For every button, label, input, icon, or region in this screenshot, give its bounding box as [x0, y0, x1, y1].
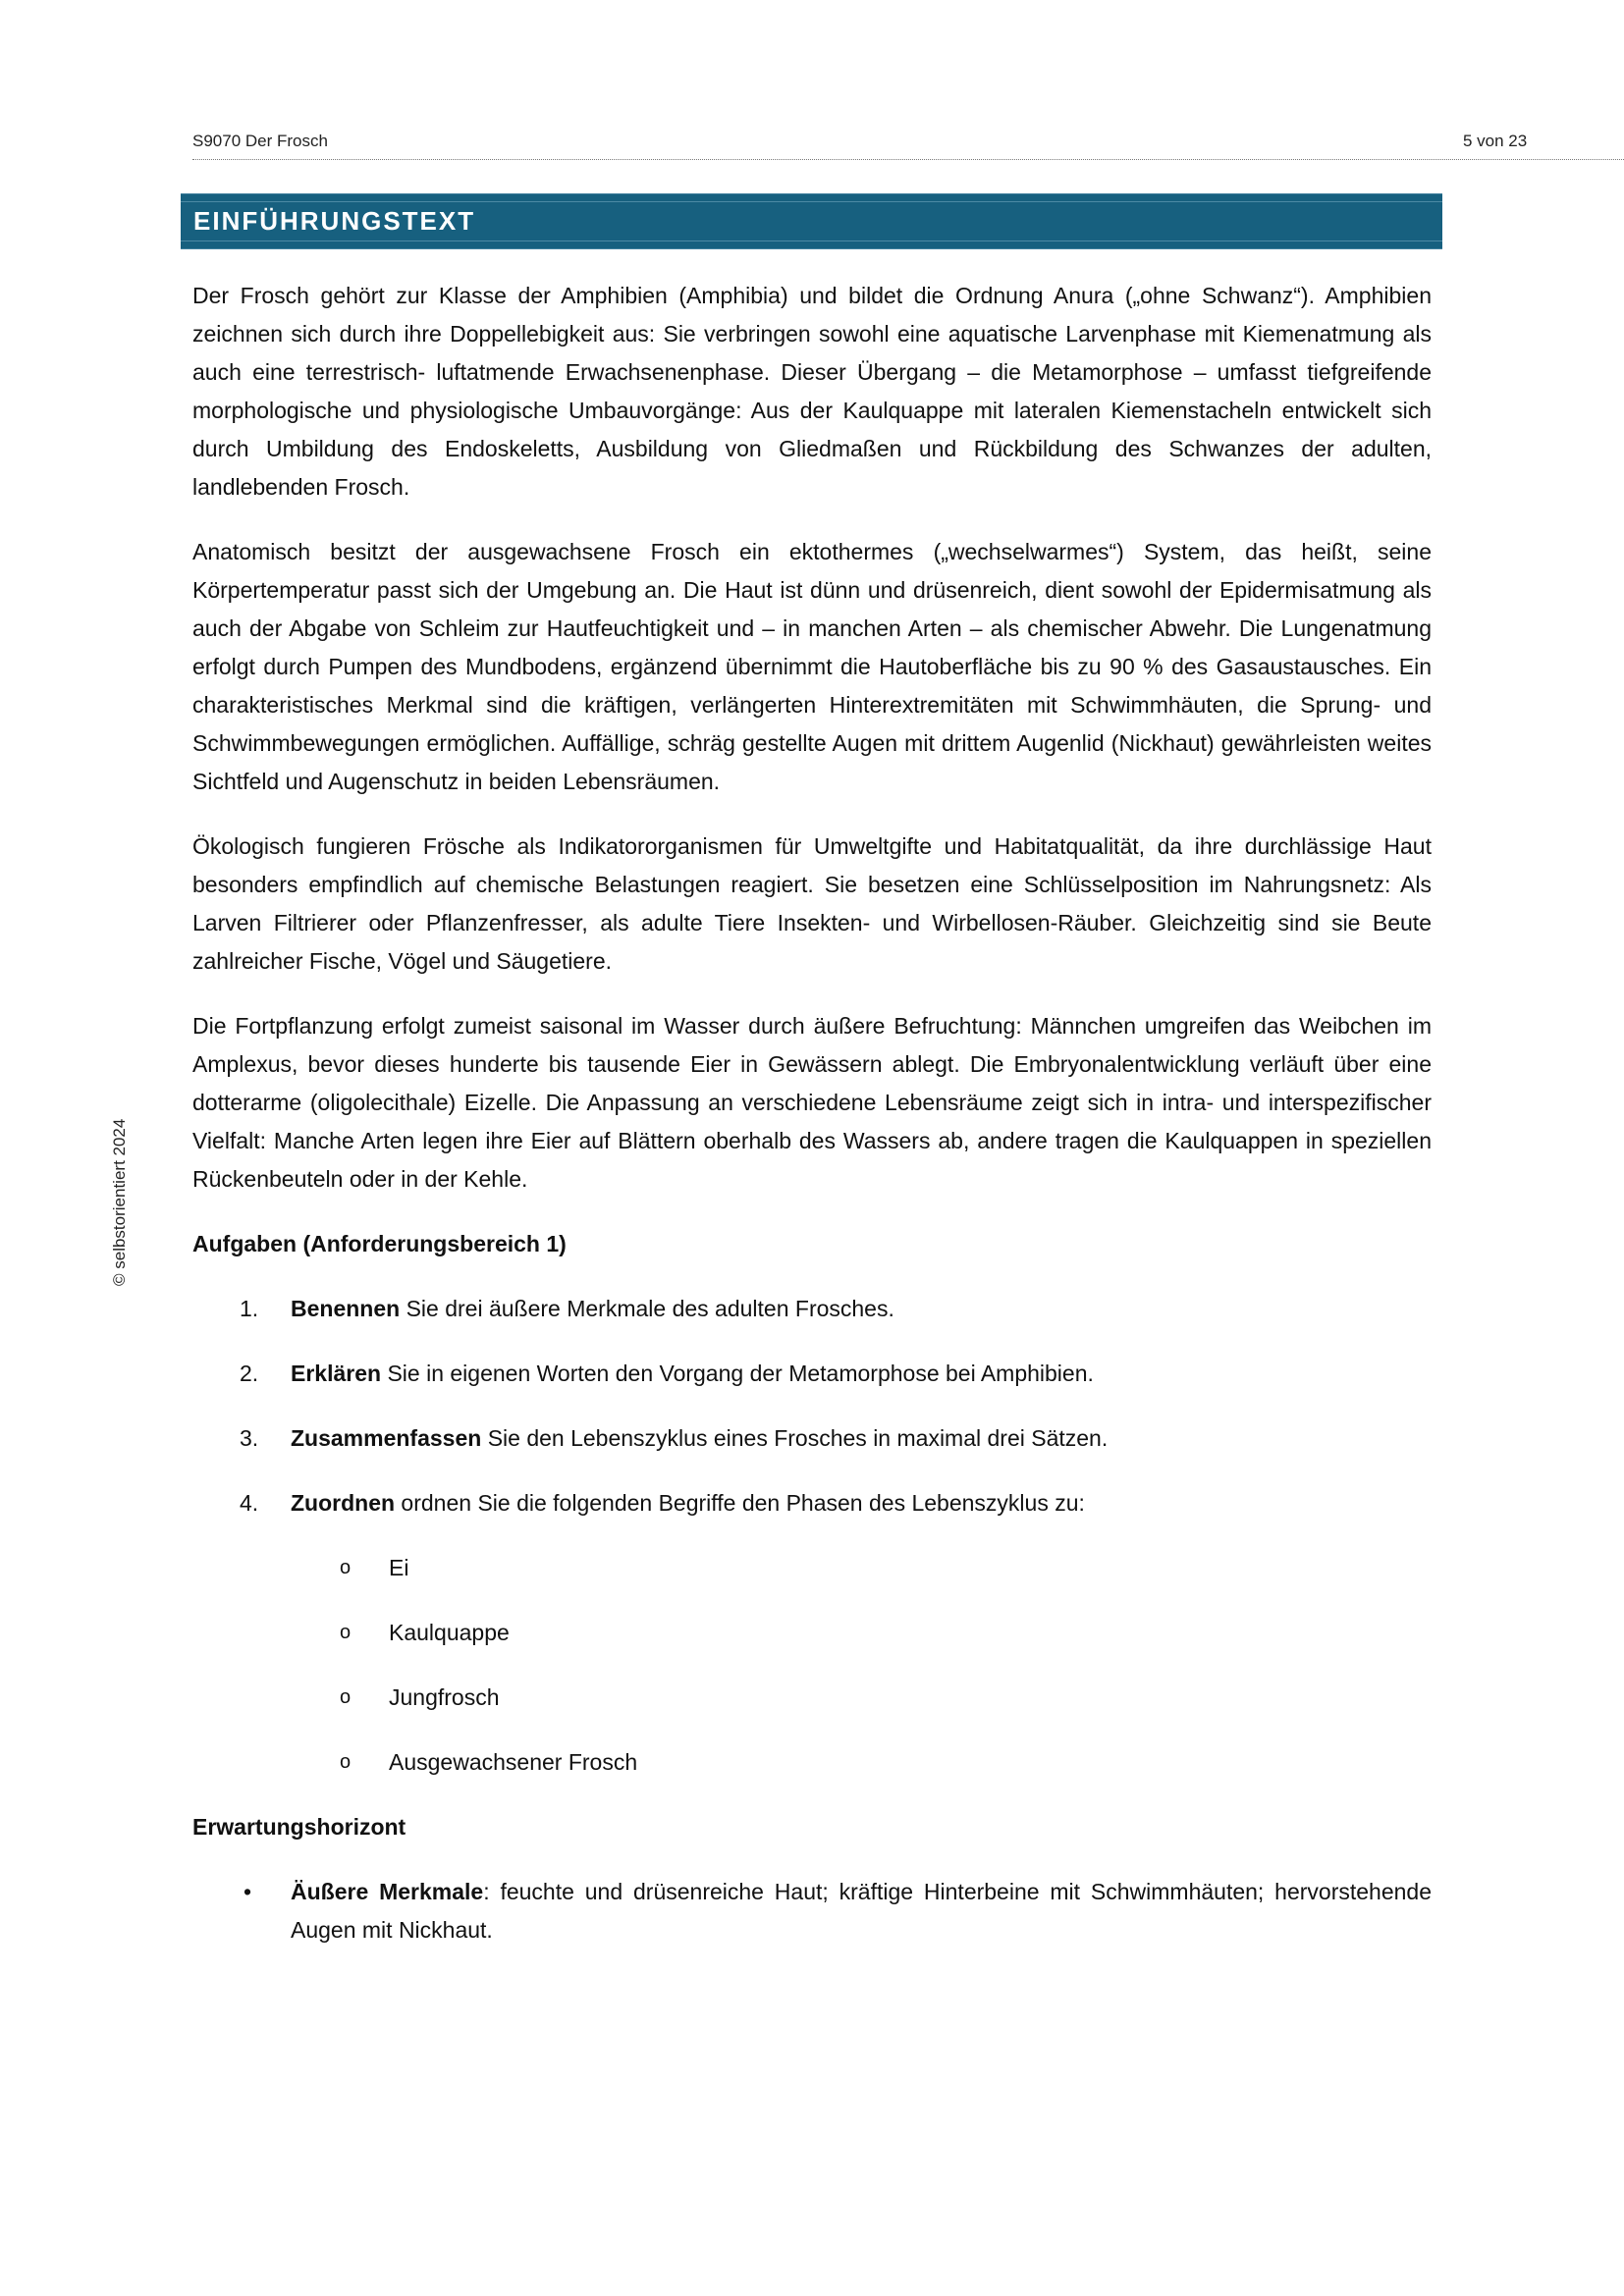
term-label: Ei: [389, 1555, 409, 1580]
circle-bullet-icon: o: [340, 1557, 352, 1578]
expectations-heading: Erwartungshorizont: [192, 1814, 406, 1840]
task-item: [192, 1419, 1432, 1458]
copyright-note: © selbstorientiert 2024: [110, 1118, 129, 1286]
task-verb: Benennen: [291, 1296, 401, 1321]
task-text: Sie in eigenen Worten den Vorgang der Metamorphose bei Amphibien.: [381, 1361, 1094, 1386]
document-body: [192, 277, 1432, 1949]
expectations-list: [192, 1873, 1432, 1949]
task-item: [192, 1484, 1432, 1522]
task-item: [192, 1290, 1432, 1328]
task-text: Sie den Lebenszyklus eines Frosches in maximal drei Sätzen.: [481, 1425, 1109, 1451]
term-item: [192, 1549, 1432, 1587]
task-text: Sie drei äußere Merkmale des adulten Frosches.: [400, 1296, 894, 1321]
term-label: Jungfrosch: [389, 1684, 500, 1710]
section-banner: [181, 193, 1442, 249]
expectation-text: : feuchte und drüsenreiche Haut; kräftige Hinterbeine mit Schwimmhäuten; hervorstehende Augen mit Nickhaut.: [291, 1879, 1432, 1943]
paragraph-reproduction: Die Fortpflanzung erfolgt zumeist saisonal im Wasser durch äußere Befruchtung: Männchen umgreifen das Weibchen im Amplexus, bevor dieses hunderte bis tausende Eier in Gewässern ablegt. Die Embryonalentwicklung verläuft über eine dotterarme (oligolecithale) Eizelle. Die Anpassung an verschiedene Lebensräume zeigt sich in intra- und interspezifischer Vielfalt: Manche Arten legen ihre Eier auf Blättern oberhalb des Wassers ab, andere tragen die Kaulquappen in speziellen Rückenbeuteln oder in der Kehle.: [192, 1013, 1432, 1192]
document-title: S9070 Der Frosch: [192, 132, 328, 150]
task-number: 3.: [240, 1425, 259, 1451]
tasks-heading: Aufgaben (Anforderungsbereich 1): [192, 1231, 567, 1256]
term-item: [192, 1679, 1432, 1717]
circle-bullet-icon: o: [340, 1751, 352, 1773]
paragraph-anatomy: Anatomisch besitzt der ausgewachsene Frosch ein ektothermes („wechselwarmes“) System, das heißt, seine Körpertemperatur passt sich der Umgebung an. Die Haut ist dünn und drüsenreich, dient sowohl der Epidermisatmung als auch der Abgabe von Schleim zur Hautfeuchtigkeit und – in manchen Arten – als chemischer Abwehr. Die Lungenatmung erfolgt durch Pumpen des Mundbodens, ergänzend übernimmt die Hautoberfläche bis zu 90 % des Gasaustausches. Ein charakteristisches Merkmal sind die kräftigen, verlängerten Hinterextremitäten mit Schwimmhäuten, die Sprung- und Schwimmbewegungen ermöglichen. Auffällige, schräg gestellte Augen mit drittem Augenlid (Nickhaut) gewährleisten weites Sichtfeld und Augenschutz in beiden Lebensräumen.: [192, 539, 1432, 794]
circle-bullet-icon: o: [340, 1686, 352, 1708]
circle-bullet-icon: o: [340, 1622, 352, 1643]
paragraph-intro: Der Frosch gehört zur Klasse der Amphibien (Amphibia) und bildet die Ordnung Anura („ohne Schwanz“). Amphibien zeichnen sich durch ihre Doppellebigkeit aus: Sie verbringen sowohl eine aquatische Larvenphase mit Kiemenatmung als auch eine terrestrisch- luftatmende Erwachsenenphase. Dieser Übergang – die Metamorphose – umfasst tiefgreifende morphologische und physiologische Umbauvorgänge: Aus der Kaulquappe mit lateralen Kiemenstacheln entwickelt sich durch Umbildung des Endoskeletts, Ausbildung von Gliedmaßen und Rückbildung des Schwanzes der adulten, landlebenden Frosch.: [192, 283, 1432, 500]
term-list: [192, 1549, 1432, 1782]
task-number: 4.: [240, 1490, 259, 1516]
page-number: 5 von 23: [1463, 132, 1528, 150]
task-number: 1.: [240, 1296, 259, 1321]
task-text: ordnen Sie die folgenden Begriffe den Phasen des Lebenszyklus zu:: [395, 1490, 1085, 1516]
term-label: Ausgewachsener Frosch: [389, 1749, 638, 1775]
section-title: EINFÜHRUNGSTEXT: [193, 206, 476, 236]
expectation-lead: Äußere Merkmale: [291, 1879, 484, 1904]
task-verb: Erklären: [291, 1361, 382, 1386]
task-verb: Zuordnen: [291, 1490, 396, 1516]
task-number: 2.: [240, 1361, 259, 1386]
task-verb: Zusammenfassen: [291, 1425, 482, 1451]
task-item: [192, 1355, 1432, 1393]
bullet-dot-icon: •: [244, 1879, 252, 1904]
task-list: [192, 1290, 1432, 1522]
page-header: [192, 128, 1624, 160]
term-item: [192, 1614, 1432, 1652]
term-label: Kaulquappe: [389, 1620, 510, 1645]
expectation-item: [192, 1873, 1432, 1949]
paragraph-ecology: Ökologisch fungieren Frösche als Indikatororganismen für Umweltgifte und Habitatqualität, da ihre durchlässige Haut besonders empfindlich auf chemische Belastungen reagiert. Sie besetzen eine Schlüsselposition im Nahrungsnetz: Als Larven Filtrierer oder Pflanzenfresser, als adulte Tiere Insekten- und Wirbellosen-Räuber. Gleichzeitig sind sie Beute zahlreicher Fische, Vögel und Säugetiere.: [192, 833, 1432, 974]
term-item: [192, 1743, 1432, 1782]
